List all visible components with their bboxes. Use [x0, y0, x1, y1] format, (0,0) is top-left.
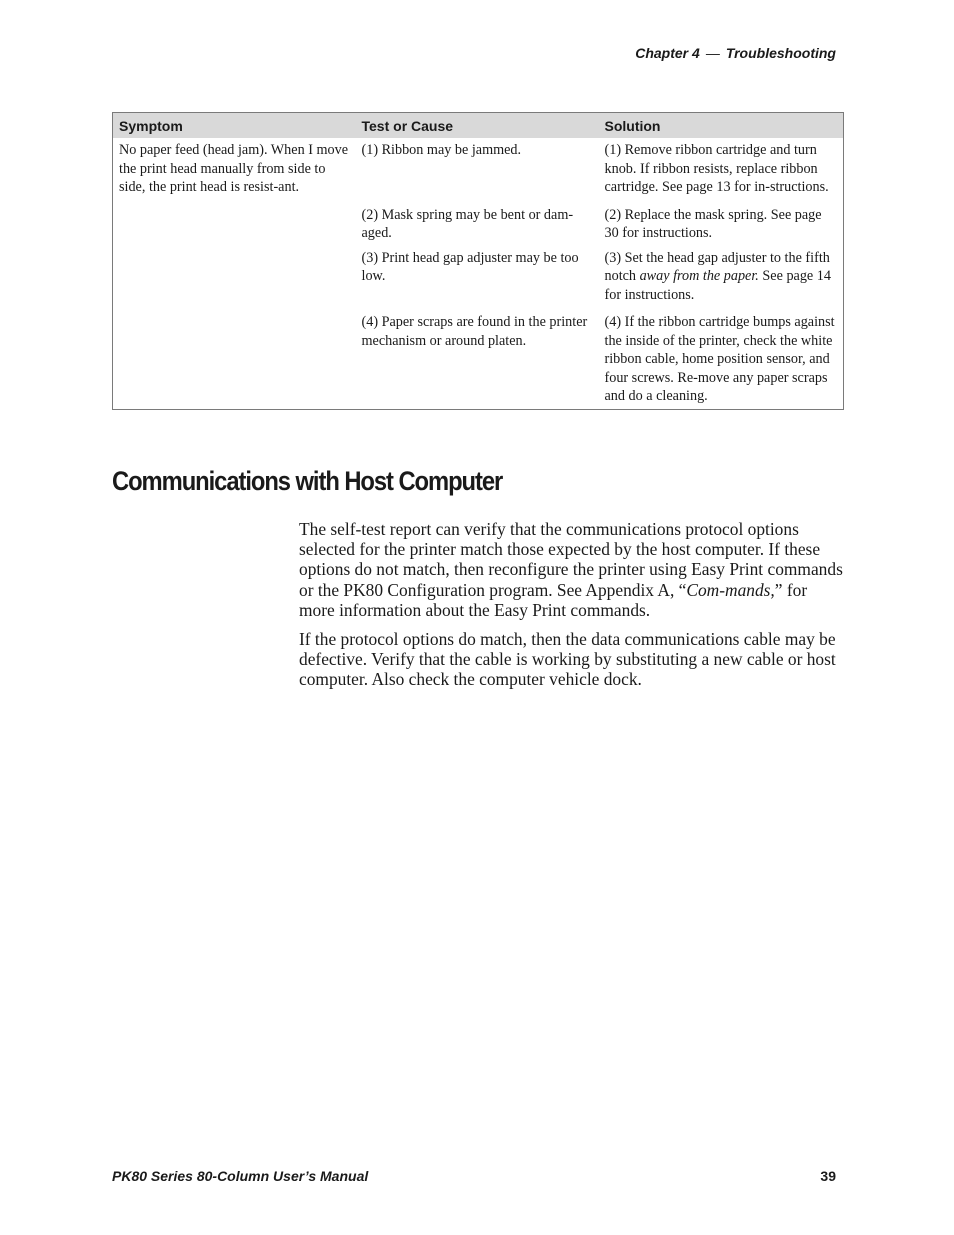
cause-cell: (4) Paper scraps are found in the printer mechanism or around platen. [361, 314, 588, 349]
cause-cell: (3) Print head gap adjuster may be too low. [361, 249, 579, 284]
running-header [635, 45, 836, 61]
body-paragraph: If the protocol options do match, then the data communications cable may be defective. Verify that the cable is working by substituting a new cable or host computer. Also check the computer vehicle dock. [299, 629, 836, 690]
paragraph-text: ” for more information about the Easy Print commands. [299, 579, 808, 620]
body-paragraph [299, 519, 847, 620]
paragraph-text: The self-test report can verify that the communications protocol options selected for the printer match those expected by the host computer. If these options do not match, then reconfigure the printer using Easy Print commands or the PK80 Configuration program. See Appendix A, “ [299, 519, 843, 600]
cause-cell: (1) Ribbon may be jammed. [361, 142, 522, 158]
header-separator: — [705, 45, 720, 61]
solution-cell [599, 246, 844, 308]
column-header-symptom: Symptom [113, 113, 356, 139]
symptom-cell: No paper feed (head jam). When I move the print head manually from side to side, the print head is resist-ant. [119, 142, 349, 195]
chapter-title: Troubleshooting [725, 45, 836, 61]
solution-emphasis: away from the paper. [639, 268, 759, 284]
chapter-label: Chapter 4 [635, 45, 700, 61]
solution-text: (3) Set the head gap adjuster to the fifth notch [604, 249, 830, 284]
footer-manual-title: PK80 Series 80-Column User’s Manual [112, 1168, 369, 1184]
solution-cell: (4) If the ribbon cartridge bumps against the inside of the printer, check the white ribbon cable, home position sensor, and four screws. Re-move any paper scraps and do a cleaning. [604, 314, 835, 404]
section-heading: Communications with Host Computer [112, 466, 503, 496]
column-header-solution: Solution [599, 113, 844, 139]
solution-cell: (2) Replace the mask spring. See page 30 for instructions. [604, 206, 822, 241]
solution-cell: (1) Remove ribbon cartridge and turn knob. If ribbon resists, replace ribbon cartridge. See page 13 for in-structions. [604, 142, 829, 195]
table-header-row [113, 113, 844, 139]
troubleshooting-table [112, 112, 844, 410]
column-header-test-or-cause: Test or Cause [356, 113, 599, 139]
section-body [299, 519, 847, 699]
paragraph-emphasis: Com-mands, [686, 579, 775, 600]
solution-text: See page 14 for instructions. [604, 268, 831, 303]
cause-cell: (2) Mask spring may be bent or dam-aged. [361, 206, 574, 241]
page-number: 39 [820, 1168, 836, 1184]
table-row [113, 138, 844, 200]
